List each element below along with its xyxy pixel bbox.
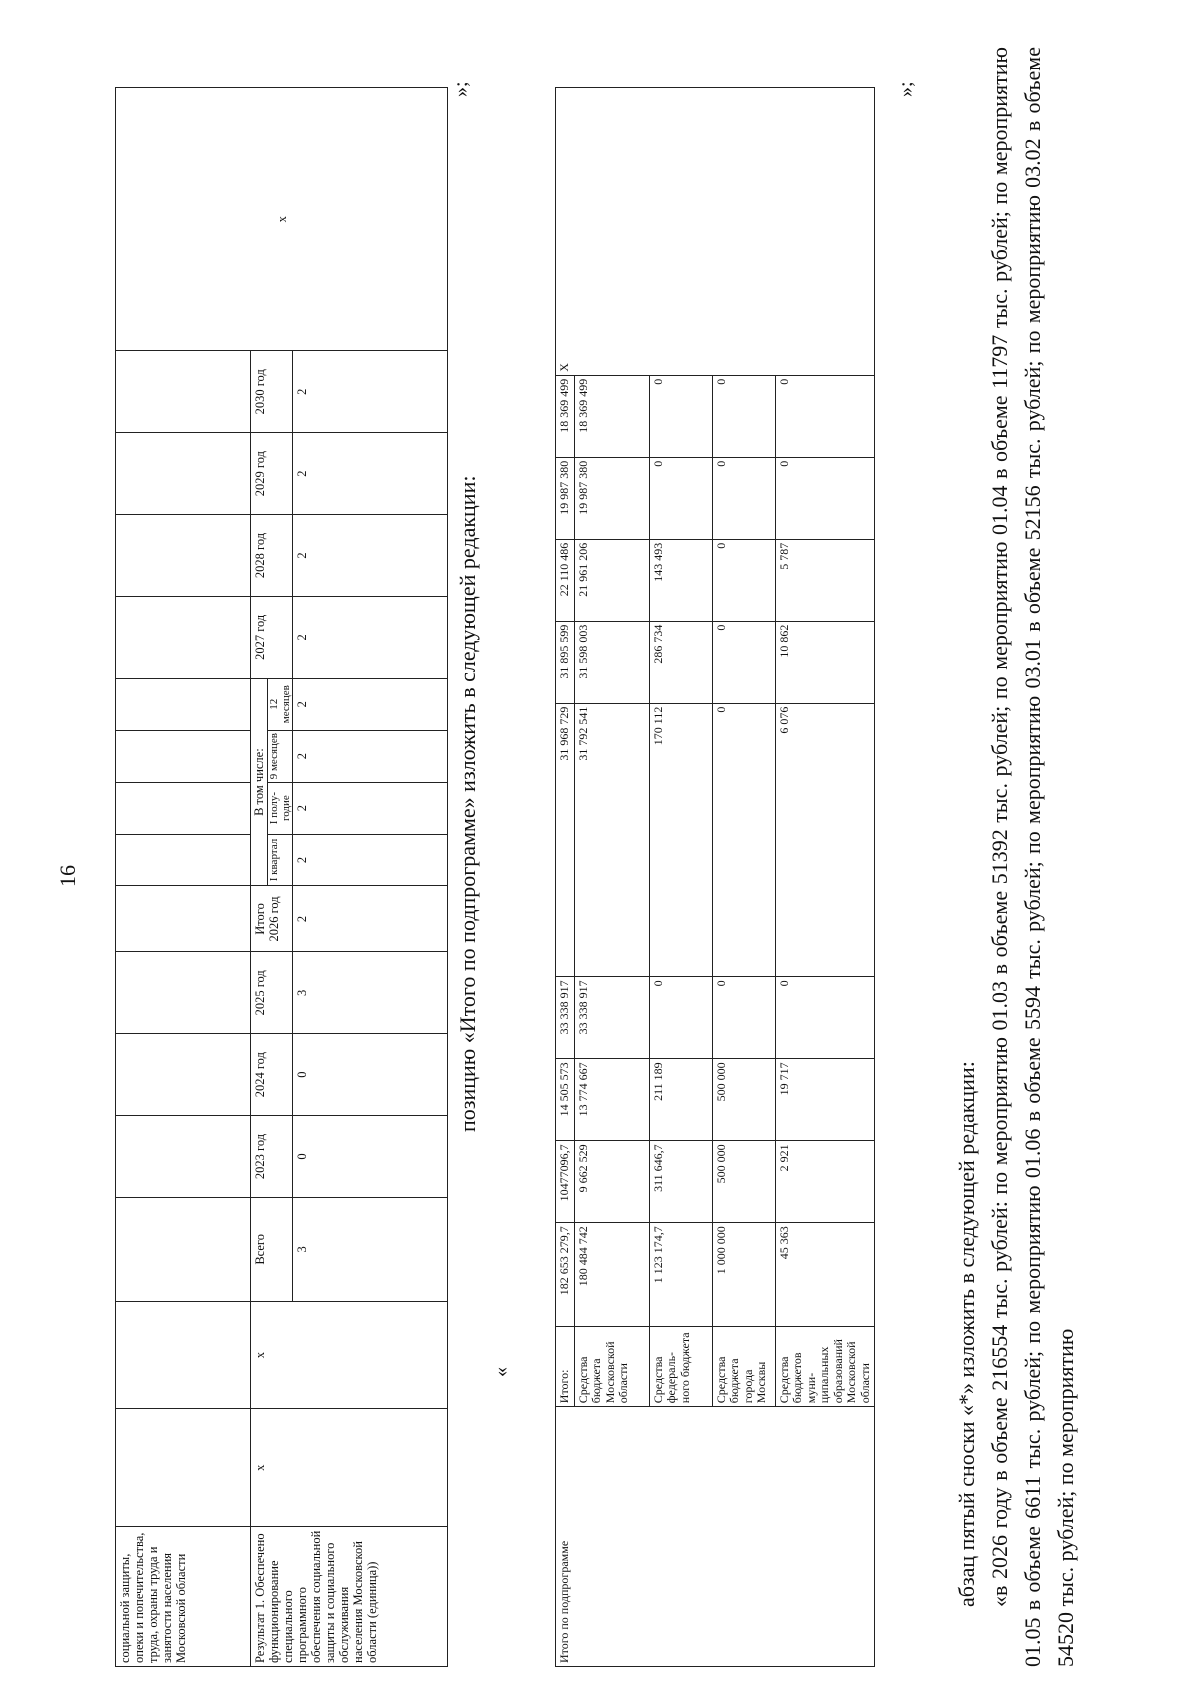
hdr-2024: 2024 год	[251, 1034, 293, 1116]
hdr-in-that: В том числе: I квартал I полу-годие 9 месяцев 12 месяцев	[251, 678, 293, 886]
opening-quote: «	[490, 1367, 512, 1377]
paragraph-line-2: «в 2026 году в объеме 216554 тыс. рублей: по мероприятию 01.03 в объеме 51392 тыс. рублей; по мероприятию 01.04 в объеме 11797 тыс. рублей; по мероприятию 01.05 в объеме 6611 тыс. рублей; по мероприятию 01.06 в объеме 5594 тыс. рублей; по мероприятию 03.01 в объеме 52156 тыс. рублей; по мероприятию 03.02 в объеме 54520 тыс. рублей; по мероприятию	[987, 47, 1078, 1667]
x-cell: x	[116, 88, 448, 351]
hdr-2028: 2028 год	[251, 515, 293, 597]
subprogram-total-table: Итого по подпрограмме Итого: 182 653 279,7 10477096,7 14 505 573 33 338 917 31 968 729 31 895 599 22 110 486 19 987 380 18 369 499 X Средства бюджета Московской области 180 484 742 9 662 529 13 774 667 33 338 917 31 792 541 31 598 003 21 961 206 19 987 380 18 369 499 Средства федераль-ного бюджета 1 123 174,7 311 646,7 211 189 0 170 112 286 734 143 493 0 0 Средства бюджета города Москвы 1 000 000 500 000 500 000 0 0 0 0 0 0 Средства бюджетов муни-ципальных образований Московской области 45 363 2 921 19 717 0 6 076 10 862 5 787 0 0	[555, 87, 875, 1667]
hdr-2025: 2025 год	[251, 952, 293, 1034]
paragraph-line-1: абзац пятый сноски «*» изложить в следующей редакции:	[954, 1061, 979, 1607]
position-instruction: позицию «Итого по подпрограмме» изложить в следующей редакции:	[455, 475, 480, 1132]
x-cell-2: X	[556, 88, 875, 376]
hdr-2023: 2023 год	[251, 1116, 293, 1198]
subprogram-label: Итого по подпрограмме	[556, 1407, 875, 1667]
footnote-paragraph	[950, 47, 1082, 1667]
closing-quote-2: »;	[895, 81, 917, 97]
hdr-2029: 2029 год	[251, 433, 293, 515]
org-label-cell: социальной защиты, опеки и попечительства, труда, охраны труда и занятости населения Московской области	[116, 1527, 251, 1667]
closing-quote-1: »;	[450, 81, 472, 97]
result-label-cell: Результат 1. Обеспечено функционирование специального программного обеспечения социальной защиты и социального обслуживания населения Московской области (единица))	[251, 1527, 448, 1667]
hdr-itogo-2026: Итого 2026 год	[251, 886, 293, 952]
hdr-2027: 2027 год	[251, 596, 293, 678]
hdr-2030: 2030 год	[251, 351, 293, 433]
results-table: социальной защиты, опеки и попечительства, труда, охраны труда и занятости населения Московской области x Результат 1. Обеспечено функционирование специального программного обеспечения социальной защиты и социального обслуживания населения Московской области (единица)) x x Всего 2023 год 2024 год 2025 год Итого 2026 год В том числе: I квартал I полу-годие 9 месяцев 12 месяцев 2027 год 2028 год 2029 год 2030 год 3 0 0 3 2 2 2 2 2 2 2 2 2	[115, 87, 448, 1667]
page-number: 16	[55, 865, 80, 887]
hdr-total: Всего	[251, 1197, 293, 1301]
